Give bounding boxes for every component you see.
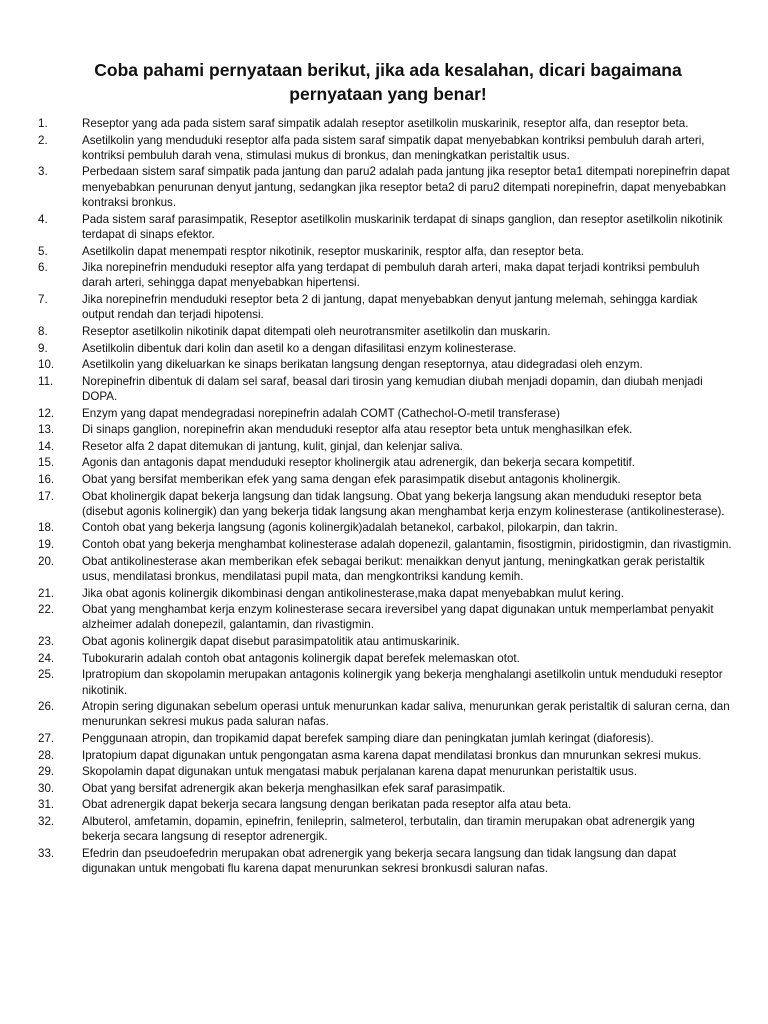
item-text: Jika norepinefrin menduduki reseptor alfa yang terdapat di pembuluh darah arteri, maka dapat terjadi kontriksi pembuluh darah arteri, sehingga dapat menyebabkan hipertensi. <box>82 261 700 290</box>
list-item <box>38 846 738 877</box>
list-item <box>38 116 738 131</box>
list-item <box>38 520 738 535</box>
item-text: Obat adrenergik dapat bekerja secara langsung dengan berikatan pada reseptor alfa atau beta. <box>82 798 572 812</box>
list-item <box>38 731 738 746</box>
list-item <box>38 699 738 730</box>
item-number: 16. <box>38 472 55 486</box>
item-text: Tubokurarin adalah contoh obat antagonis kolinergik dapat berefek melemaskan otot. <box>82 651 520 665</box>
item-number: 5. <box>38 244 48 258</box>
item-text: Obat yang menghambat kerja enzym kolinesterase secara ireversibel yang dapat digunakan untuk memperlambat penyakit alzheimer adalah donepezil, galantamin, dan rivastigmin. <box>82 603 714 632</box>
list-item <box>38 164 738 210</box>
item-text: Jika norepinefrin menduduki reseptor beta 2 di jantung, dapat menyebabkan denyut jantung melemah, sehingga kardiak output rendah dan terjadi hipotensi. <box>82 293 698 322</box>
item-text: Skopolamin dapat digunakan untuk mengatasi mabuk perjalanan karena dapat menurunkan peristaltik usus. <box>82 765 637 779</box>
list-item <box>38 537 738 552</box>
page-title: Coba pahami pernyataan berikut, jika ada kesalahan, dicari bagaimana pernyataan yang benar! <box>94 60 682 104</box>
item-text: Obat antikolinesterase akan memberikan efek sebagai berikut: menaikkan denyut jantung, meningkatkan gerak peristaltik usus, mendilatasi bronkus, mendilatasi pupil mata, dan mengkontriksi kandung kemih. <box>82 554 705 583</box>
item-number: 19. <box>38 538 55 552</box>
item-number: 2. <box>38 133 48 147</box>
item-number: 18. <box>38 521 55 535</box>
item-number: 12. <box>38 406 55 420</box>
item-text: Atropin sering digunakan sebelum operasi untuk menurunkan kadar saliva, menurunkan gerak peristaltik di saluran cerna, dan menurunkan sekresi mukus pada saluran nafas. <box>82 700 730 729</box>
item-number: 32. <box>38 814 55 828</box>
item-number: 3. <box>38 165 48 179</box>
item-text: Enzym yang dapat mendegradasi norepinefrin adalah COMT (Cathechol-O-metil transferase) <box>82 406 560 420</box>
item-text: Norepinefrin dibentuk di dalam sel saraf, beasal dari tirosin yang kemudian diubah menjadi dopamin, dan diubah menjadi DOPA. <box>82 374 703 404</box>
list-item <box>38 781 738 796</box>
item-number: 25. <box>38 668 55 682</box>
item-text: Asetilkolin dibentuk dari kolin dan asetil ko a dengan difasilitasi enzym kolinesterase. <box>82 341 517 355</box>
item-text: Pada sistem saraf parasimpatik, Reseptor asetilkolin muskarinik terdapat di sinaps ganglion, dan reseptor asetilkolin nikotinik terdapat di sinaps efektor. <box>82 212 723 241</box>
list-item <box>38 439 738 454</box>
list-item <box>38 422 738 437</box>
item-text: Reseptor yang ada pada sistem saraf simpatik adalah reseptor asetilkolin muskarinik, reseptor alfa, dan reseptor beta. <box>82 117 689 130</box>
item-number: 26. <box>38 700 55 714</box>
item-text: Contoh obat yang bekerja langsung (agonis kolinergik)adalah betanekol, carbakol, pilokarpin, dan takrin. <box>82 521 618 535</box>
list-item <box>38 602 738 633</box>
list-item <box>38 764 738 779</box>
list-item <box>38 374 738 405</box>
item-number: 14. <box>38 439 55 453</box>
item-number: 15. <box>38 456 55 470</box>
item-number: 1. <box>38 117 48 130</box>
item-text: Albuterol, amfetamin, dopamin, epinefrin, fenileprin, salmeterol, terbutalin, dan tiramin merupakan obat adrenergik yang bekerja secara langsung di reseptor adrenergik. <box>82 814 695 844</box>
list-item <box>38 292 738 323</box>
list-item <box>38 554 738 585</box>
item-number: 17. <box>38 489 55 503</box>
item-number: 21. <box>38 586 55 600</box>
item-number: 29. <box>38 765 55 779</box>
list-item <box>38 212 738 243</box>
item-text: Agonis dan antagonis dapat menduduki reseptor kholinergik atau adrenergik, dan bekerja secara kompetitif. <box>82 456 635 470</box>
item-number: 9. <box>38 341 48 355</box>
list-item <box>38 667 738 698</box>
list-item <box>38 814 738 845</box>
list-item <box>38 244 738 259</box>
item-text: Ipratropium dan skopolamin merupakan antagonis kolinergik yang bekerja menghalangi asetilkolin untuk menduduki reseptor nikotinik. <box>82 668 723 697</box>
item-number: 4. <box>38 212 48 226</box>
item-number: 33. <box>38 846 55 860</box>
item-number: 30. <box>38 781 55 795</box>
item-text: Efedrin dan pseudoefedrin merupakan obat adrenergik yang bekerja secara langsung dan tidak langsung dan dapat digunakan untuk mengobati flu karena dapat menurunkan sekresi bronkusdi saluran nafas. <box>82 846 677 876</box>
list-item <box>38 651 738 666</box>
item-text: Penggunaan atropin, dan tropikamid dapat berefek samping diare dan peningkatan jumlah keringat (diaforesis). <box>82 732 654 745</box>
list-item <box>38 455 738 470</box>
item-number: 23. <box>38 635 55 649</box>
list-item <box>38 748 738 763</box>
item-text: Resetor alfa 2 dapat ditemukan di jantung, kulit, ginjal, dan kelenjar saliva. <box>82 439 463 453</box>
item-number: 22. <box>38 603 55 617</box>
list-item <box>38 260 738 291</box>
item-text: Asetilkolin yang dikeluarkan ke sinaps berikatan langsung dengan reseptornya, atau didegradasi oleh enzym. <box>82 358 643 372</box>
item-text: Ipratopium dapat digunakan untuk pengongatan asma karena dapat mendilatasi bronkus dan mnurunkan sekresi mukus. <box>82 748 702 762</box>
item-number: 8. <box>38 324 48 338</box>
list-item <box>38 586 738 601</box>
item-number: 24. <box>38 651 55 665</box>
item-text: Reseptor asetilkolin nikotinik dapat ditempati oleh neurotransmiter asetilkolin dan muskarin. <box>82 324 551 338</box>
list-item <box>38 341 738 356</box>
item-number: 10. <box>38 358 55 372</box>
list-item <box>38 489 738 520</box>
item-text: Obat agonis kolinergik dapat disebut parasimpatolitik atau antimuskarinik. <box>82 635 460 649</box>
item-number: 20. <box>38 554 55 568</box>
item-text: Jika obat agonis kolinergik dikombinasi dengan antikolinesterase,maka dapat menyebabkan mulut kering. <box>82 586 625 600</box>
item-number: 11. <box>38 374 54 388</box>
item-text: Obat yang bersifat adrenergik akan bekerja menghasilkan efek saraf parasimpatik. <box>82 781 506 795</box>
statement-list <box>38 116 738 876</box>
item-number: 28. <box>38 748 55 762</box>
list-item <box>38 133 738 164</box>
list-item <box>38 324 738 339</box>
item-number: 7. <box>38 293 48 307</box>
item-number: 13. <box>38 423 55 437</box>
item-text: Contoh obat yang bekerja menghambat kolinesterase adalah dopenezil, galantamin, fisostigmin, piridostigmin, dan rivastigmin. <box>82 538 732 552</box>
list-item <box>38 357 738 372</box>
item-text: Asetilkolin dapat menempati resptor nikotinik, reseptor muskarinik, resptor alfa, dan reseptor beta. <box>82 244 584 258</box>
list-item <box>38 797 738 812</box>
item-number: 6. <box>38 261 48 275</box>
item-text: Perbedaan sistem saraf simpatik pada jantung dan paru2 adalah pada jantung jika reseptor beta1 ditempati norepinefrin dapat menyebabkan penurunan denyut jantung, sedangkan jika reseptor beta2 di paru2 ditempati norepinefrin, dapat menyebabkan kontraksi bronkus. <box>82 165 730 210</box>
item-text: Di sinaps ganglion, norepinefrin akan menduduki reseptor alfa atau reseptor beta untuk menghasilkan efek. <box>82 423 633 437</box>
item-number: 31. <box>38 798 55 812</box>
list-item <box>38 472 738 487</box>
item-text: Obat yang bersifat memberikan efek yang sama dengan efek parasimpatik disebut antagonis kholinergik. <box>82 472 621 486</box>
list-item <box>38 634 738 649</box>
item-text: Asetilkolin yang menduduki reseptor alfa pada sistem saraf simpatik dapat menyebabkan kontriksi pembuluh darah arteri, kontriksi pembuluh darah vena, stimulasi mukus di bronkus, dan meningkatkan peristaltik usus. <box>82 133 705 162</box>
item-text: Obat kholinergik dapat bekerja langsung dan tidak langsung. Obat yang bekerja langsung akan menduduki reseptor beta (disebut agonis kolinergik) dan yang bekerja tidak langsung akan menghambat kerja enzym kolinesterase (antikolinesterase). <box>82 489 725 518</box>
item-number: 27. <box>38 732 55 745</box>
list-item <box>38 406 738 421</box>
